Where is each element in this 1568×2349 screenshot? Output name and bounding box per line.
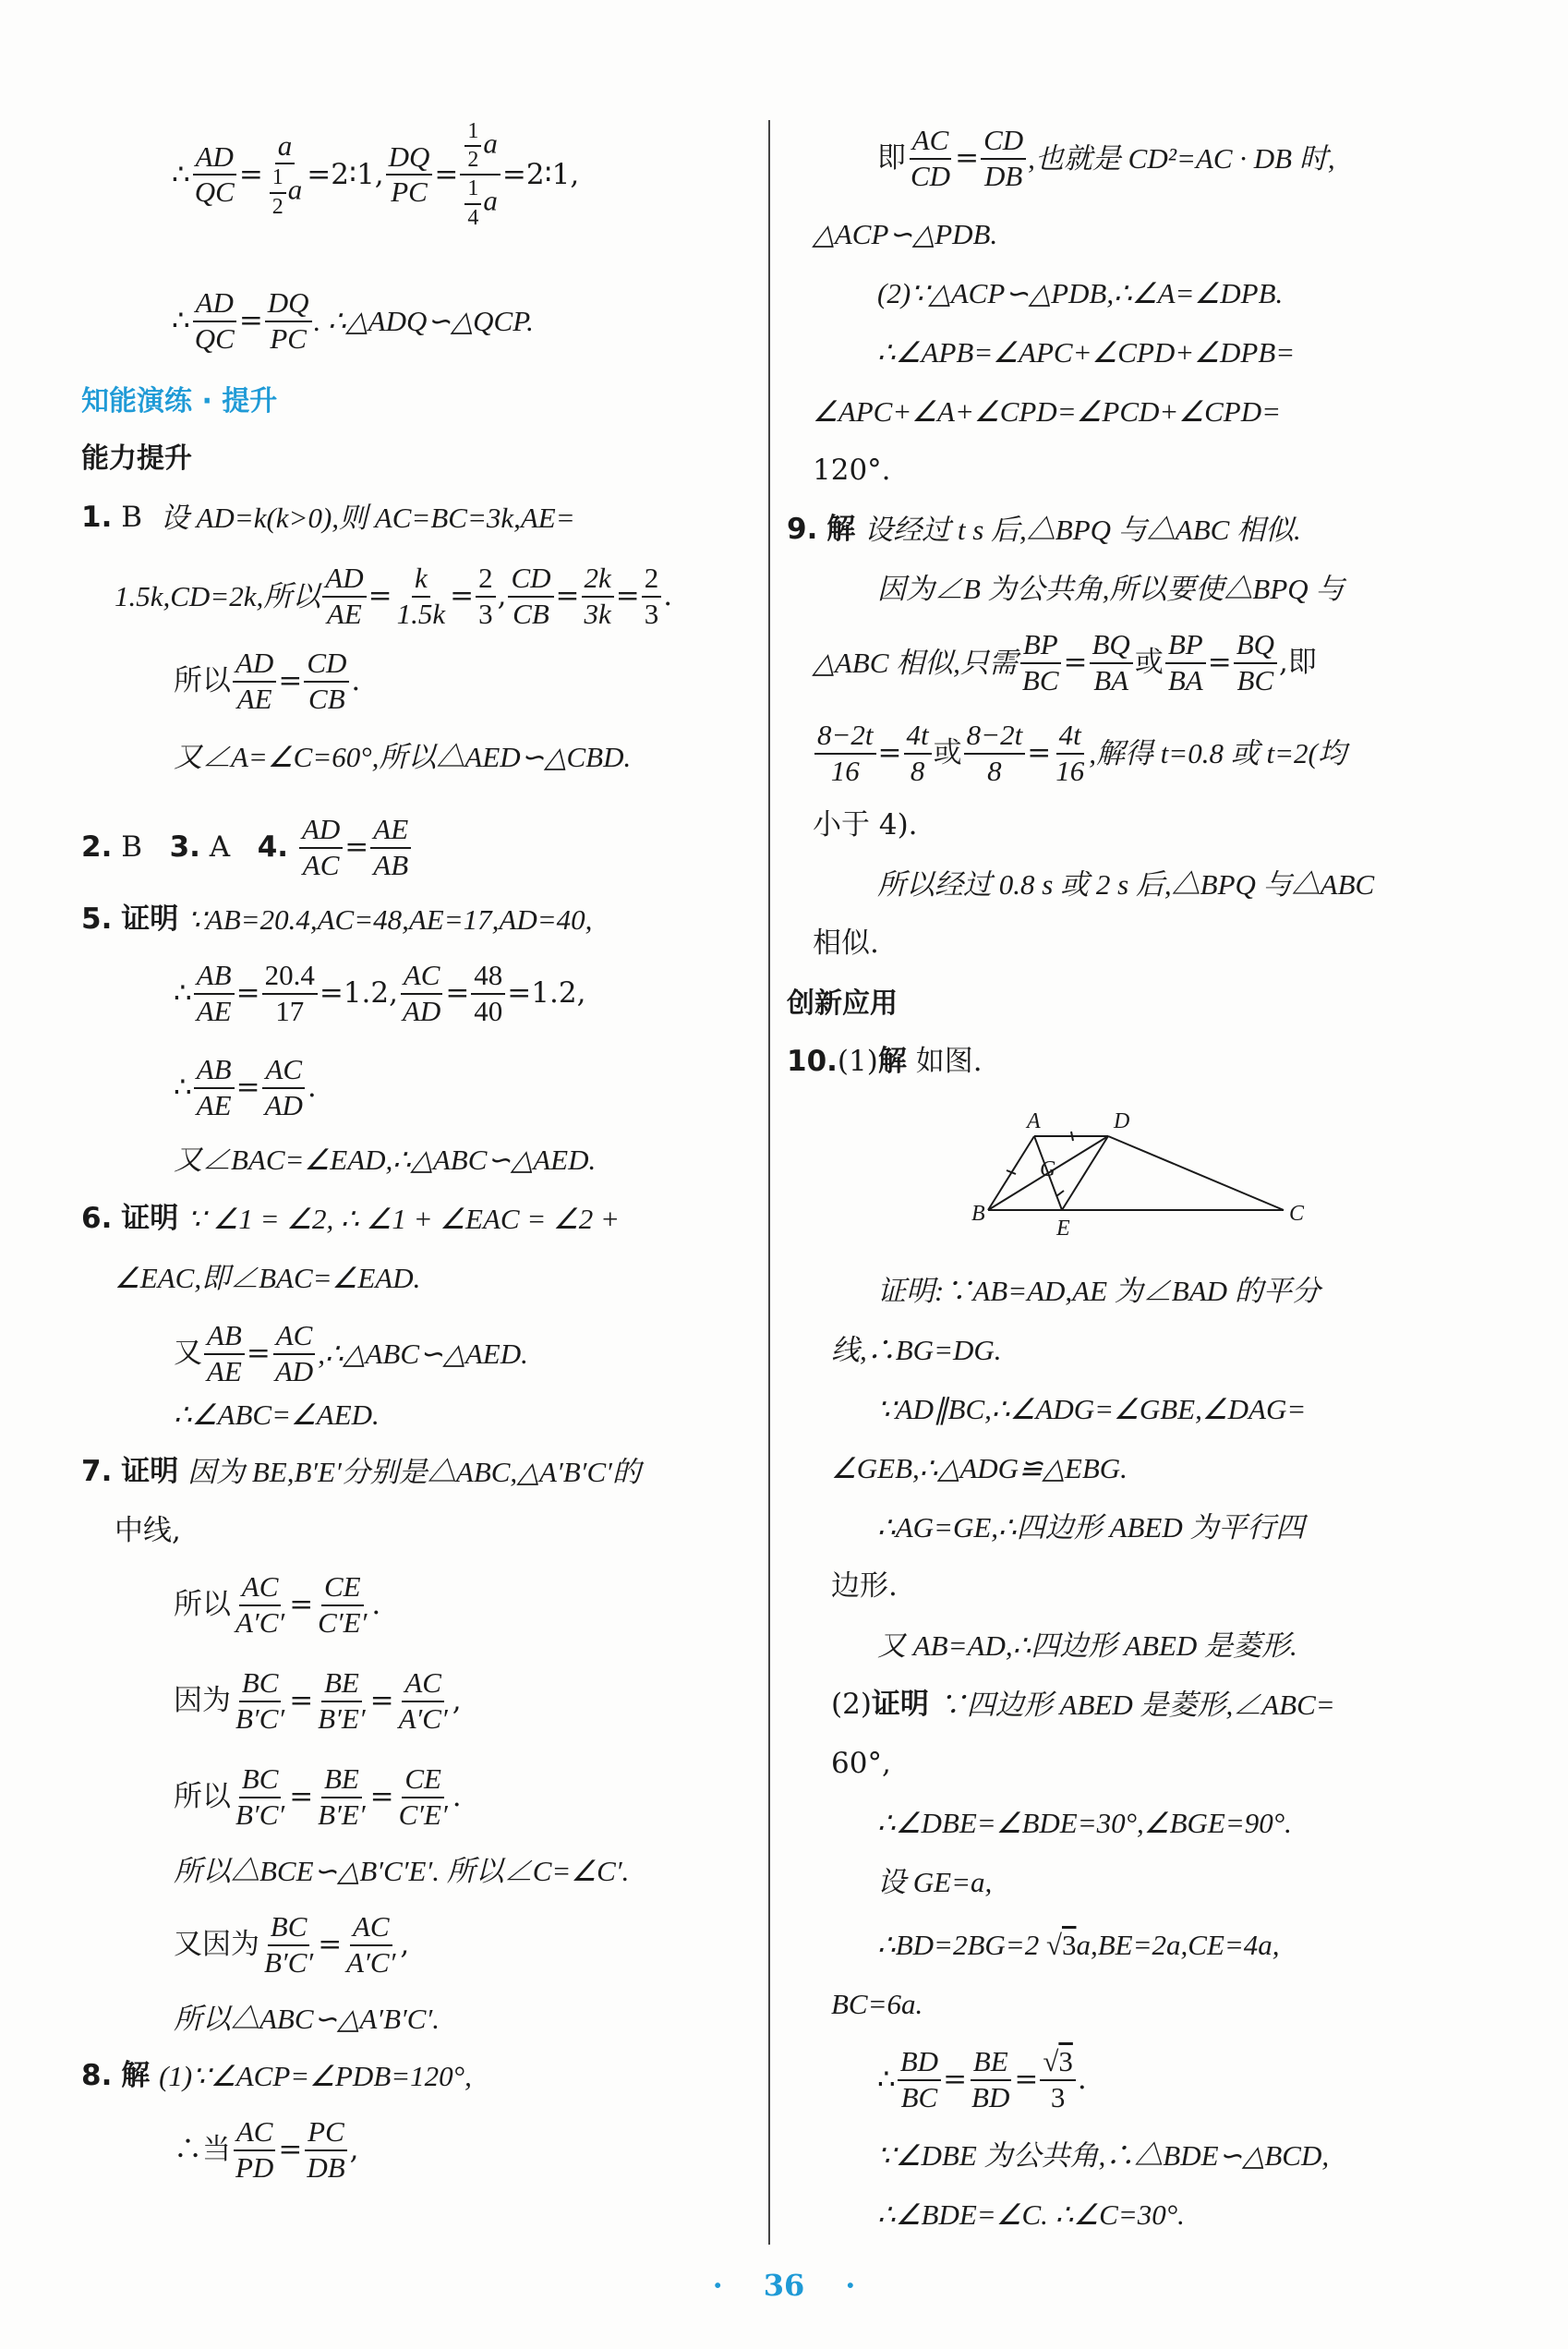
q9-line-1: 9. 解 设经过 t s 后,△BPQ 与△ABC 相似.: [787, 513, 1301, 546]
q10-line-14: BC=6a.: [831, 1988, 923, 2020]
q8-line-2: ∴当 $\frac{AC}{PD}$ = $\frac{PC}{DB}$ ,: [174, 2115, 359, 2184]
q10-line-5: ∠GEB,∴△ADG≌△EBG.: [831, 1452, 1128, 1484]
q10-line-9: (2) 证明 ∵四边形 ABED 是菱形,∠ABC=: [831, 1688, 1335, 1721]
label-D: D: [1114, 1113, 1130, 1133]
r-line-3: (2)∵△ACP∽△PDB,∴∠A=∠DPB.: [877, 277, 1284, 309]
q9-line-5: 小于 4).: [813, 808, 918, 842]
r-line-2: △ACP∽△PDB.: [813, 218, 998, 250]
page-dot-left: ·: [712, 2268, 723, 2303]
segment-DE: [1062, 1136, 1108, 1210]
q6-line-1: 6. 证明 ∵ ∠1 = ∠2, ∴ ∠1 + ∠EAC = ∠2 +: [81, 1202, 620, 1235]
section-heading: 知能演练 · 提升: [81, 385, 278, 418]
q9-line-7: 相似.: [813, 926, 879, 960]
q1-line-1: 1. B 设 AD=k(k>0),则 AC=BC=3k,AE=: [81, 501, 575, 534]
q6-line-4: ∴∠ABC=∠AED.: [174, 1399, 380, 1431]
q1-line-2: 1.5k,CD=2k,所以 $\frac{AD}{AE}$ = $\frac{k}{1.5k}$ = $\frac{2}{3}$ , $\frac{CD}{CB}$ = $\frac{2k}{3k}$ = $\frac{2}{3}$ .: [115, 562, 673, 630]
label-C: C: [1289, 1202, 1305, 1226]
q10-line-6: ∴AG=GE,∴四边形 ABED 为平行四: [877, 1511, 1305, 1544]
q7-line-8: 所以△ABC∽△A′B′C′.: [174, 2003, 440, 2035]
label-A: A: [1027, 1113, 1041, 1133]
tick-mark-AD: [1071, 1132, 1073, 1141]
r-line-4: ∴∠APB=∠APC+∠CPD+∠DPB=: [877, 336, 1296, 369]
r-line-5: ∠APC+∠A+∠CPD=∠PCD+∠CPD=: [813, 395, 1282, 428]
q10-line-13: ∴BD=2BG=2 √ 3 a,BE=2a,CE=4a,: [877, 1929, 1280, 1961]
q8-line-1: 8. 解 (1)∵∠ACP=∠PDB=120°,: [81, 2059, 472, 2092]
ratio-line-1: ∴ $\frac{AD}{QC}$ = a $\frac{1}{2}$ a =2∶1, $\frac{DQ}{PC}$ = $\frac{1}{2}$ a $\frac{1}{4}$ a =2∶1,: [172, 119, 580, 230]
q10-line-7: 边形.: [831, 1569, 898, 1603]
q9-line-3: △ABC 相似,只需 $\frac{BP}{BC}$ = $\frac{BQ}{BA}$ 或 $\frac{BP}{BA}$ = $\frac{BQ}{BC}$ ,即: [813, 628, 1317, 696]
segment-DC: [1108, 1136, 1284, 1210]
q10-line-3: 线,∴BG=DG.: [831, 1334, 1002, 1366]
q7-line-4: 因为 $\frac{BC}{B'C'}$ = $\frac{BE}{B'E'}$ = $\frac{AC}{A'C'}$ ,: [174, 1666, 462, 1735]
rhombus-figure: [970, 1113, 1321, 1252]
q9-line-2: 因为∠B 为公共角,所以要使△BPQ 与: [877, 573, 1345, 605]
page-number: · 36 ·: [712, 2268, 856, 2303]
q7-line-5: 所以 $\frac{BC}{B'C'}$ = $\frac{BE}{B'E'}$ = $\frac{CE}{C'E'}$ .: [174, 1762, 462, 1831]
q9-line-4: $\frac{8-2t}{16}$ = $\frac{4t}{8}$ 或 $\frac{8-2t}{8}$ = $\frac{4t}{16}$ ,解得 t=0.8 或 t=2(均: [813, 720, 1346, 786]
label-G: G: [1040, 1157, 1056, 1181]
q7-line-6: 所以△BCE∽△B′C′E′. 所以∠C=∠C′.: [174, 1855, 630, 1887]
q5-line-1: 5. 证明 ∵AB=20.4,AC=48,AE=17,AD=40,: [81, 902, 593, 936]
q5-line-3: ∴ $\frac{AB}{AE}$ = $\frac{AC}{AD}$ .: [174, 1053, 317, 1121]
q7-line-3: 所以 $\frac{AC}{A'C'}$ = $\frac{CE}{C'E'}$ .: [174, 1570, 381, 1639]
angle-mark-E: [1056, 1191, 1064, 1196]
label-B: B: [971, 1202, 985, 1226]
column-divider: [768, 120, 770, 2245]
q10-line-8: 又 AB=AD,∴四边形 ABED 是菱形.: [877, 1629, 1297, 1662]
q7-line-1: 7. 证明 因为 BE,B′E′分别是△ABC,△A′B′C′的: [81, 1455, 641, 1488]
q10-line-17: ∴∠BDE=∠C. ∴∠C=30°.: [877, 2198, 1185, 2231]
q10-line-11: ∴∠DBE=∠BDE=30°,∠BGE=90°.: [877, 1807, 1292, 1839]
q10-line-4: ∵AD∥BC,∴∠ADG=∠GBE,∠DAG=: [877, 1393, 1307, 1425]
q10-line-1: 10. (1) 解 如图.: [787, 1045, 983, 1078]
q5-line-4: 又∠BAC=∠EAD,∴△ABC∽△AED.: [174, 1144, 597, 1176]
label-E: E: [1056, 1217, 1070, 1241]
q10-line-15: ∴ $\frac{BD}{BC}$ = $\frac{BE}{BD}$ = $\frac{√3}{3}$ .: [877, 2045, 1087, 2113]
subsection-ability: 能力提升: [81, 442, 192, 475]
r-line-1: 即 $\frac{AC}{CD}$ = $\frac{CD}{DB}$ ,也就是 CD²=AC · DB 时,: [877, 124, 1335, 192]
q6-line-3: 又 $\frac{AB}{AE}$ = $\frac{AC}{AD}$ ,∴△ABC∽△AED.: [174, 1319, 528, 1387]
ratio-line-2: ∴ $\frac{AD}{QC}$ = $\frac{DQ}{PC}$ . ∴△ADQ∽△QCP.: [172, 286, 534, 355]
q7-line-7: 又因为 $\frac{BC}{B'C'}$ = $\frac{AC}{A'C'}$ ,: [174, 1910, 410, 1979]
r-line-6: 120°.: [813, 454, 891, 487]
q1-line-3: 所以 $\frac{AD}{AE}$ = $\frac{CD}{CB}$ .: [174, 647, 361, 715]
q1-line-4: 又∠A=∠C=60°,所以△AED∽△CBD.: [174, 741, 632, 773]
q6-line-2: ∠EAC,即∠BAC=∠EAD.: [115, 1262, 421, 1294]
q7-line-2: 中线,: [115, 1514, 181, 1547]
q10-line-2: 证明:∵AB=AD,AE 为∠BAD 的平分: [877, 1275, 1321, 1307]
q10-line-10: 60°,: [831, 1747, 891, 1780]
q10-line-12: 设 GE=a,: [877, 1866, 993, 1898]
q2-4-line: 2. B 3. A 4. $\frac{AD}{AC}$ = $\frac{AE}{AB}$: [81, 815, 413, 880]
page-dot-right: ·: [845, 2268, 856, 2303]
q10-line-16: ∵∠DBE 为公共角,∴△BDE∽△BCD,: [877, 2139, 1330, 2172]
subsection-innovation: 创新应用: [787, 987, 898, 1020]
q5-line-2: ∴ $\frac{AB}{AE}$ = $\frac{20.4}{17}$ =1.2, $\frac{AC}{AD}$ = $\frac{48}{40}$ =1.2,: [174, 959, 586, 1027]
q9-line-6: 所以经过 0.8 s 或 2 s 后,△BPQ 与△ABC: [877, 868, 1375, 901]
